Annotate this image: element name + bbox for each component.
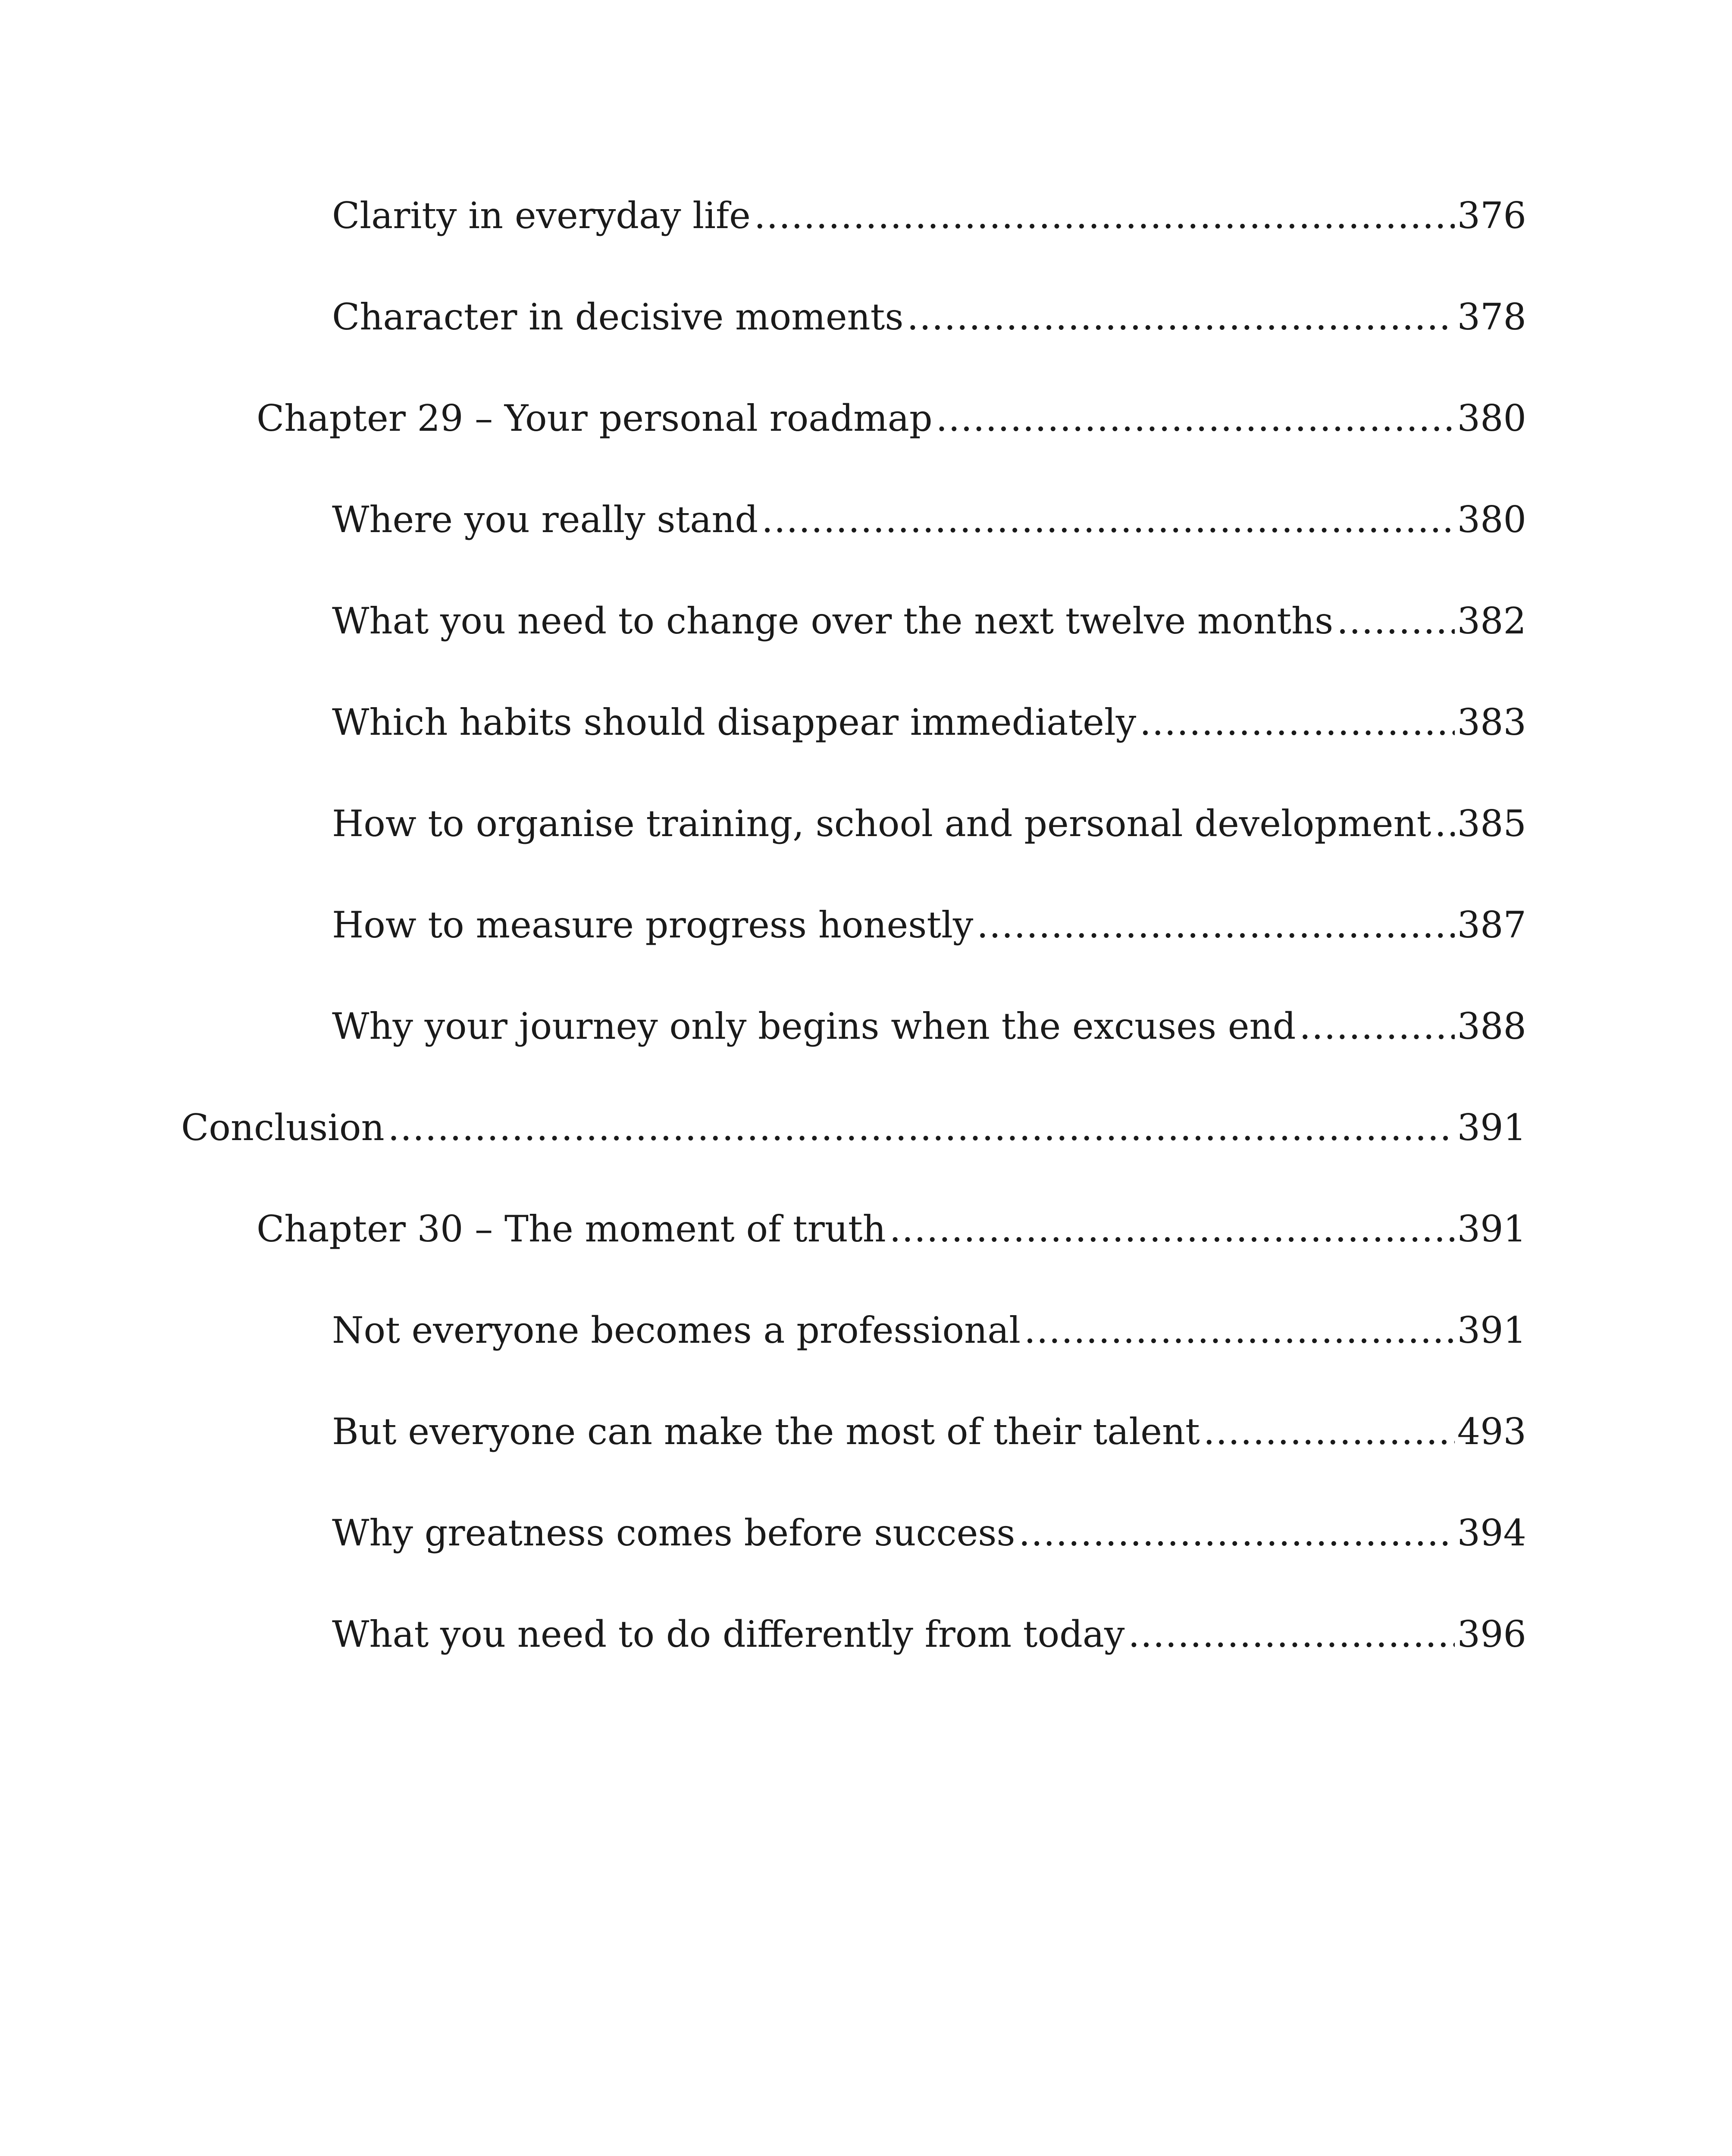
toc-dot-leader xyxy=(1128,1613,1454,1656)
toc-entry-page: 391 xyxy=(1457,1309,1526,1351)
toc-dot-leader xyxy=(936,397,1455,440)
toc-dot-leader xyxy=(1299,1005,1454,1048)
toc-entry-page: 380 xyxy=(1457,498,1526,541)
toc-dot-leader xyxy=(977,903,1454,947)
toc-entry-page: 391 xyxy=(1457,1106,1526,1149)
toc-entry-page: 388 xyxy=(1457,1005,1526,1047)
toc-entry-page: 394 xyxy=(1457,1512,1526,1554)
toc-dot-leader xyxy=(1024,1309,1455,1352)
toc-entry-title: Conclusion xyxy=(181,1106,385,1149)
toc-entry-page: 396 xyxy=(1457,1613,1526,1655)
toc-entry-page: 385 xyxy=(1457,802,1526,845)
toc-dot-leader xyxy=(889,1207,1455,1251)
toc-dot-leader xyxy=(1140,701,1455,744)
toc-entry-page: 391 xyxy=(1457,1208,1526,1250)
toc-entry-page: 493 xyxy=(1457,1410,1526,1453)
toc-dot-leader xyxy=(1337,599,1454,643)
toc-entry[interactable] xyxy=(181,1511,1526,1613)
toc-dot-leader xyxy=(1434,802,1454,846)
toc-entry-title: Chapter 30 – The moment of truth xyxy=(257,1208,886,1250)
toc-entry-page: 382 xyxy=(1457,600,1526,642)
toc-dot-leader xyxy=(1019,1511,1455,1555)
toc-entry-title: Not everyone becomes a professional xyxy=(332,1309,1021,1351)
toc-entry[interactable] xyxy=(181,498,1526,599)
toc-entry-title: Chapter 29 – Your personal roadmap xyxy=(257,397,933,439)
toc-entry-title: What you need to change over the next twelve months xyxy=(332,600,1334,642)
toc-entry-title: Character in decisive moments xyxy=(332,296,904,338)
toc-entry[interactable] xyxy=(181,903,1526,1005)
toc-chapter-entry[interactable] xyxy=(181,397,1526,498)
toc-entry-title: Why greatness comes before success xyxy=(332,1512,1015,1554)
toc-entry-title: Where you really stand xyxy=(332,498,758,541)
toc-dot-leader xyxy=(1203,1410,1455,1454)
toc-entry[interactable] xyxy=(181,802,1526,903)
toc-entry[interactable] xyxy=(181,1309,1526,1410)
toc-entry[interactable] xyxy=(181,701,1526,802)
toc-entry-page: 383 xyxy=(1457,701,1526,743)
toc-entry[interactable] xyxy=(181,1005,1526,1106)
toc-entry[interactable] xyxy=(181,599,1526,701)
toc-entry-page: 378 xyxy=(1457,296,1526,338)
toc-entry-page: 387 xyxy=(1457,904,1526,946)
toc-dot-leader xyxy=(761,498,1454,542)
toc-dot-leader xyxy=(754,194,1455,238)
toc-entry-page: 376 xyxy=(1457,194,1526,237)
toc-part-entry[interactable] xyxy=(181,1106,1526,1207)
toc-dot-leader xyxy=(388,1106,1455,1150)
toc-entry-title: But everyone can make the most of their talent xyxy=(332,1410,1200,1453)
toc-entry[interactable] xyxy=(181,295,1526,397)
table-of-contents xyxy=(181,194,1526,1714)
toc-chapter-entry[interactable] xyxy=(181,1207,1526,1309)
toc-entry-title: How to measure progress honestly xyxy=(332,904,974,946)
toc-dot-leader xyxy=(907,295,1455,339)
toc-entry-title: How to organise training, school and personal development xyxy=(332,802,1431,845)
toc-entry-title: Which habits should disappear immediately xyxy=(332,701,1137,743)
toc-entry-page: 380 xyxy=(1457,397,1526,439)
toc-entry-title: What you need to do differently from today xyxy=(332,1613,1125,1655)
toc-entry-title: Clarity in everyday life xyxy=(332,194,751,237)
toc-entry-title: Why your journey only begins when the excuses end xyxy=(332,1005,1296,1047)
toc-entry[interactable] xyxy=(181,194,1526,295)
toc-entry[interactable] xyxy=(181,1410,1526,1511)
toc-entry[interactable] xyxy=(181,1613,1526,1714)
